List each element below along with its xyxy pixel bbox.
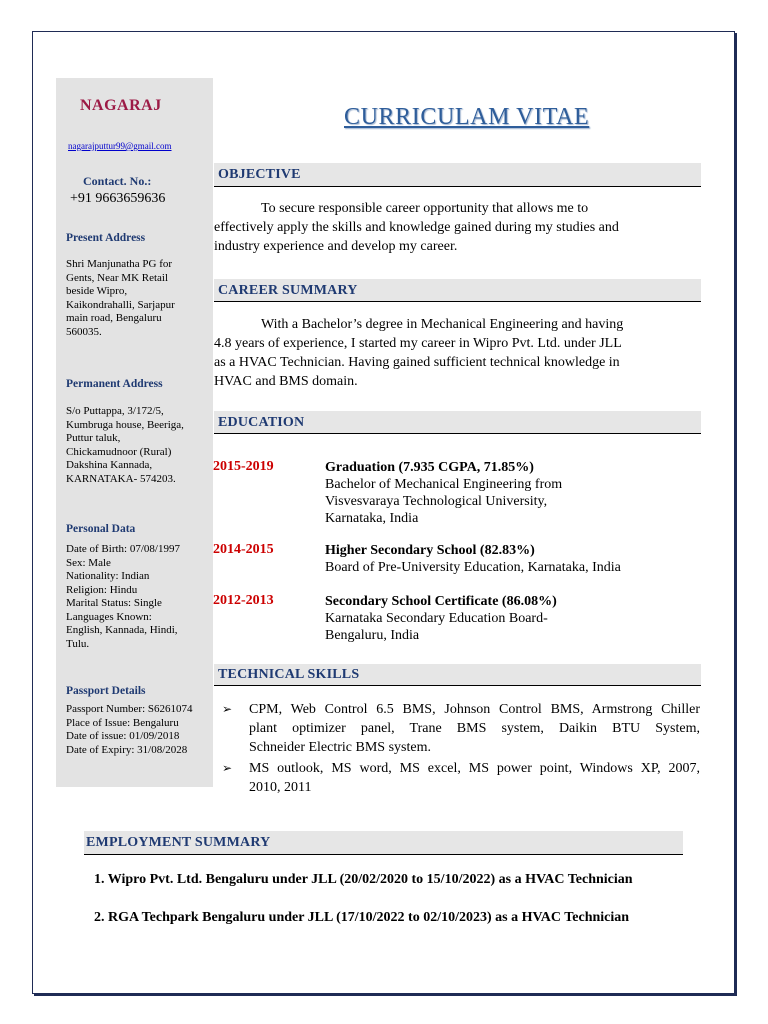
skill-item xyxy=(222,759,700,797)
present-address-line: beside Wipro, xyxy=(66,285,128,297)
personal-data-line: Date of Birth: 07/08/1997 xyxy=(66,543,180,555)
education-year: 2012-2013 xyxy=(213,593,274,608)
education-year: 2015-2019 xyxy=(213,459,274,474)
contact-label: Contact. No.: xyxy=(83,174,152,188)
education-year: 2014-2015 xyxy=(213,542,274,557)
personal-data-line: English, Kannada, Hindi, xyxy=(66,624,178,636)
objective-line: industry experience and develop my career. xyxy=(214,239,458,254)
candidate-name: NAGARAJ xyxy=(80,97,162,114)
education-entry xyxy=(325,542,621,576)
present-address-heading: Present Address xyxy=(66,232,146,244)
objective-text xyxy=(214,199,699,256)
present-address-line: Gents, Near MK Retail xyxy=(66,271,169,284)
education-detail: Karnataka Secondary Education Board- xyxy=(325,611,548,626)
passport-line: Passport Number: S6261074 xyxy=(66,703,193,715)
education-detail: Visvesvaraya Technological University, xyxy=(325,494,548,509)
career-summary-heading: CAREER SUMMARY xyxy=(218,283,358,298)
personal-data-line: Marital Status: Single xyxy=(66,597,162,609)
personal-data-line: Tulu. xyxy=(66,637,90,650)
passport-line: Date of Expiry: 31/08/2028 xyxy=(66,743,188,756)
personal-data-line: Sex: Male xyxy=(66,556,111,569)
phone-number: +91 9663659636 xyxy=(70,191,166,206)
passport-text xyxy=(66,703,212,757)
education-heading: EDUCATION xyxy=(218,415,305,430)
employment-item: 1. Wipro Pvt. Ltd. Bengaluru under JLL (20/02/2020 to 15/10/2022) as a HVAC Technician xyxy=(94,872,633,887)
permanent-address-line: Kumbruga house, Beeriga, xyxy=(66,418,184,431)
personal-data-line: Nationality: Indian xyxy=(66,570,150,582)
career-summary-text xyxy=(214,315,699,391)
skill-line: plant optimizer panel, Trane BMS system, Daikin BTU System, xyxy=(249,721,700,736)
technical-skills-list xyxy=(222,700,700,799)
permanent-address-line: Chickamudnoor (Rural) xyxy=(66,445,172,458)
education-detail: Board of Pre-University Education, Karnataka, India xyxy=(325,560,621,575)
present-address-text xyxy=(66,258,212,339)
skill-line: CPM, Web Control 6.5 BMS, Johnson Control BMS, Armstrong Chiller xyxy=(249,702,700,717)
present-address-line: main road, Bengaluru xyxy=(66,312,162,324)
skill-line: MS outlook, MS word, MS excel, MS power point, Windows XP, 2007, xyxy=(249,761,700,776)
employment-heading: EMPLOYMENT SUMMARY xyxy=(86,835,271,850)
education-degree: Secondary School Certificate (86.08%) xyxy=(325,594,557,609)
present-address-line: 560035. xyxy=(66,325,102,338)
education-detail: Bengaluru, India xyxy=(325,628,420,643)
permanent-address-line: Puttur taluk, xyxy=(66,432,121,444)
arrow-bullet-icon: ➢ xyxy=(222,761,233,775)
present-address-line: Kaikondrahalli, Sarjapur xyxy=(66,298,175,311)
passport-heading: Passport Details xyxy=(66,685,146,697)
permanent-address-line: S/o Puttappa, 3/172/5, xyxy=(66,405,164,417)
career-summary-line: With a Bachelor’s degree in Mechanical Engineering and having xyxy=(261,317,624,332)
skill-line: 2010, 2011 xyxy=(249,780,312,795)
permanent-address-text xyxy=(66,405,212,486)
personal-data-line: Languages Known: xyxy=(66,610,152,623)
career-summary-line: HVAC and BMS domain. xyxy=(214,374,358,389)
education-detail: Bachelor of Mechanical Engineering from xyxy=(325,477,563,492)
skill-item xyxy=(222,700,700,757)
objective-line: To secure responsible career opportunity that allows me to xyxy=(261,201,589,216)
career-summary-line: 4.8 years of experience, I started my career in Wipro Pvt. Ltd. under JLL xyxy=(214,336,622,351)
email-link[interactable]: nagarajputtur99@gmail.com xyxy=(68,141,172,151)
education-entry xyxy=(325,459,562,527)
present-address-line: Shri Manjunatha PG for xyxy=(66,258,173,270)
passport-line: Date of issue: 01/09/2018 xyxy=(66,730,180,742)
personal-data-heading: Personal Data xyxy=(66,523,136,535)
education-degree: Higher Secondary School (82.83%) xyxy=(325,543,535,558)
career-summary-line: as a HVAC Technician. Having gained sufficient technical knowledge in xyxy=(214,355,620,370)
technical-skills-heading: TECHNICAL SKILLS xyxy=(218,667,360,682)
skill-line: Schneider Electric BMS system. xyxy=(249,740,431,755)
document-title: CURRICULAM VITAE xyxy=(344,104,590,130)
education-degree: Graduation (7.935 CGPA, 71.85%) xyxy=(325,460,534,475)
permanent-address-line: KARNATAKA- 574203. xyxy=(66,472,176,485)
permanent-address-heading: Permanent Address xyxy=(66,378,163,390)
employment-item: 2. RGA Techpark Bengaluru under JLL (17/10/2022 to 02/10/2023) as a HVAC Technician xyxy=(94,910,630,925)
objective-heading: OBJECTIVE xyxy=(218,167,301,182)
education-detail: Karnataka, India xyxy=(325,511,419,526)
arrow-bullet-icon: ➢ xyxy=(222,702,233,716)
permanent-address-line: Dakshina Kannada, xyxy=(66,459,153,471)
passport-line: Place of Issue: Bengaluru xyxy=(66,716,179,729)
personal-data-text xyxy=(66,543,212,651)
personal-data-line: Religion: Hindu xyxy=(66,583,138,596)
education-entry xyxy=(325,593,557,644)
objective-line: effectively apply the skills and knowledge gained during my studies and xyxy=(214,220,619,235)
